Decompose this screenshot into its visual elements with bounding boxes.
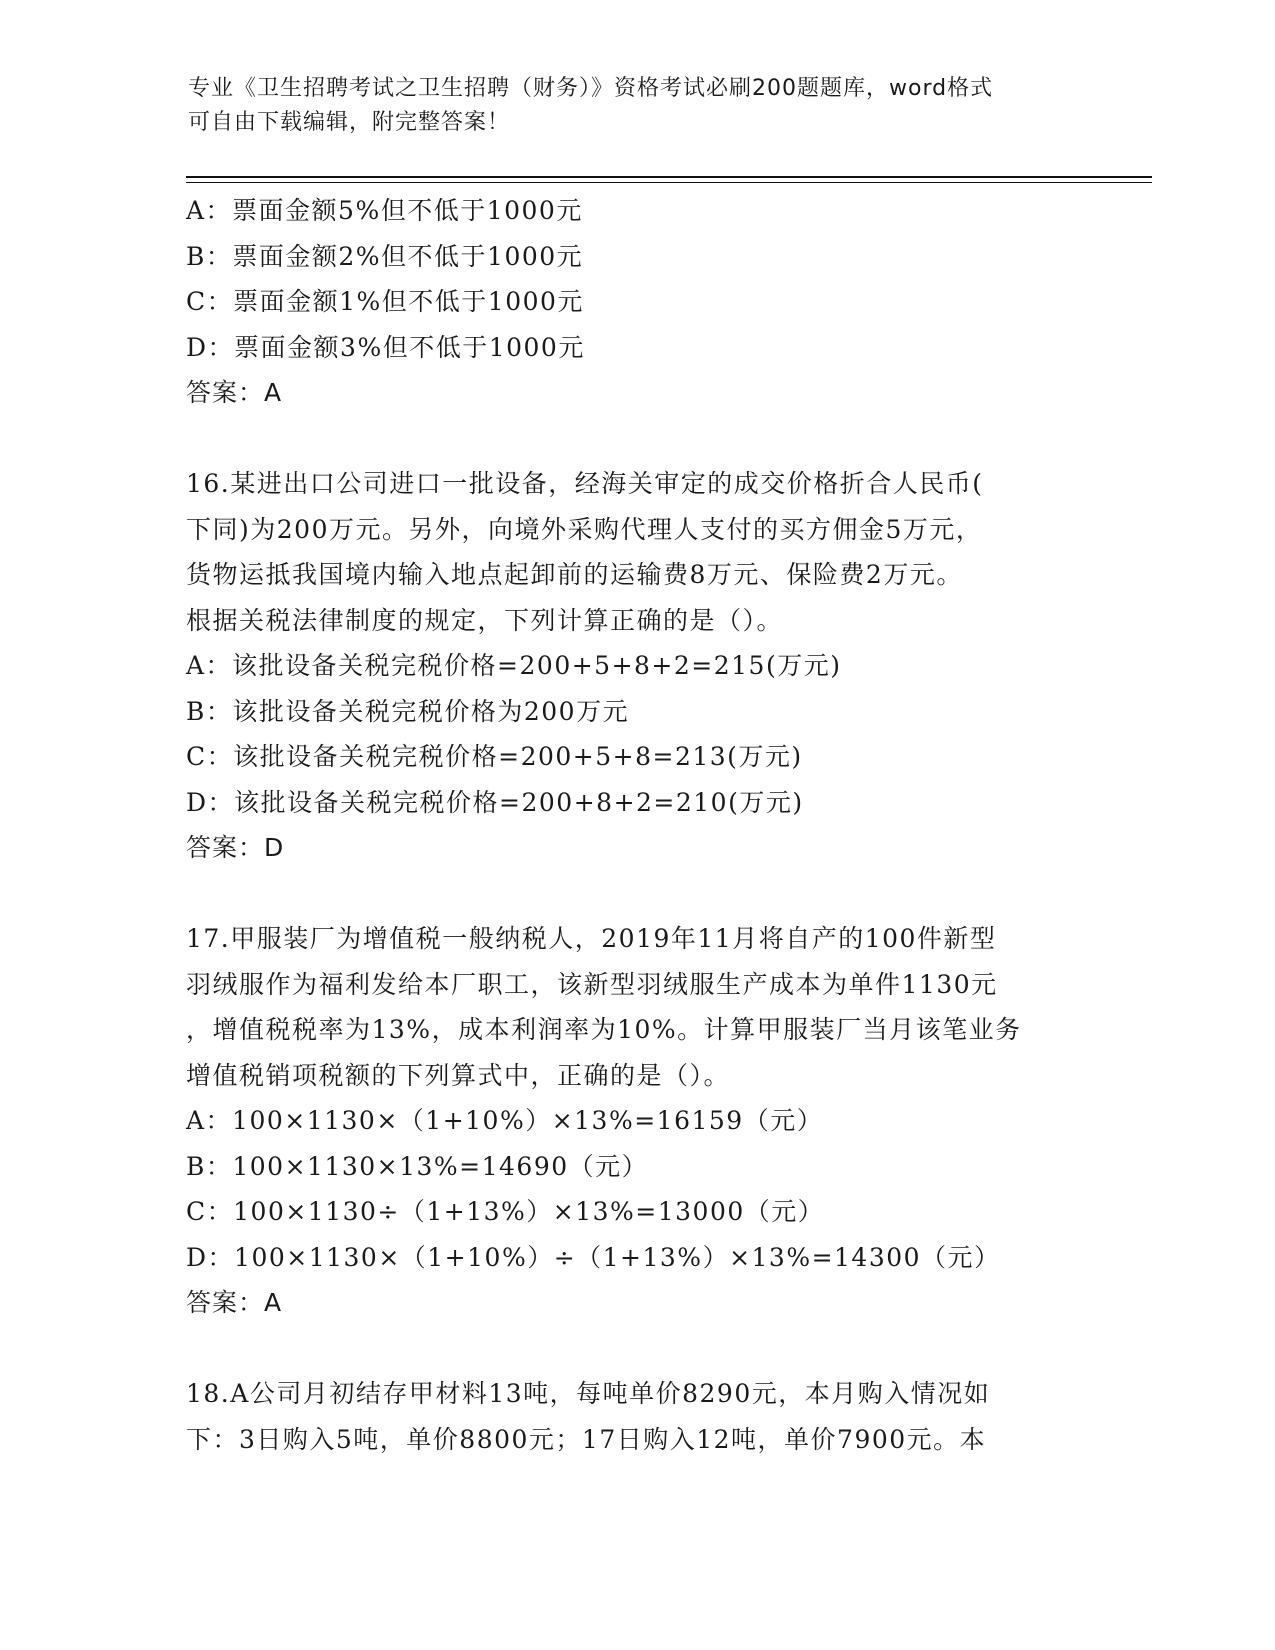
question-stem-line: 下：3日购入5吨，单价8800元；17日购入12吨，单价7900元。本 xyxy=(186,1424,987,1454)
question-stem-line: 货物运抵我国境内输入地点起卸前的运输费8万元、保险费2万元。 xyxy=(186,560,963,589)
question-stem-line: 16.某进出口公司进口一批设备，经海关审定的成交价格折合人民币( xyxy=(186,469,984,498)
question-18 xyxy=(186,1371,1086,1462)
question-stem-line: 17.甲服装厂为增值税一般纳税人，2019年11月将自产的100件新型 xyxy=(186,924,997,953)
option-d: D：100×1130×（1+10%）÷（1+13%）×13%=14300（元） xyxy=(186,1242,1001,1272)
option-d: D：该批设备关税完税价格=200+8+2=210(万元) xyxy=(186,787,804,817)
spacer xyxy=(186,416,1086,462)
option-c: C：该批设备关税完税价格=200+5+8=213(万元) xyxy=(186,742,803,771)
question-stem-line: 羽绒服作为福利发给本厂职工，该新型羽绒服生产成本为单件1130元 xyxy=(186,969,998,999)
option-b: B：100×1130×13%=14690（元） xyxy=(186,1151,649,1181)
option-a: A：该批设备关税完税价格=200+5+8+2=215(万元) xyxy=(186,651,842,680)
question-stem-line: 18.A公司月初结存甲材料13吨，每吨单价8290元，本月购入情况如 xyxy=(186,1379,991,1408)
question-16 xyxy=(186,461,1086,871)
option-c: C：票面金额1%但不低于1000元 xyxy=(186,287,584,316)
document-header xyxy=(188,72,1068,140)
header-line-1: 专业《卫生招聘考试之卫生招聘（财务）》资格考试必刷200题题库，word格式 xyxy=(188,76,994,101)
question-stem-line: ，增值税税率为13%，成本利润率为10%。计算甲服装厂当月该笔业务 xyxy=(186,1015,1022,1044)
option-a: A：票面金额5%但不低于1000元 xyxy=(186,196,583,225)
answer: 答案：A xyxy=(186,1288,283,1317)
option-a: A：100×1130×（1+10%）×13%=16159（元） xyxy=(186,1106,824,1135)
answer: 答案：A xyxy=(186,378,283,407)
header-rule xyxy=(186,176,1152,178)
spacer xyxy=(186,871,1086,917)
option-b: B：该批设备关税完税价格为200万元 xyxy=(186,696,630,726)
option-c: C：100×1130÷（1+13%）×13%=13000（元） xyxy=(186,1197,825,1226)
answer: 答案：D xyxy=(186,833,285,862)
option-d: D：票面金额3%但不低于1000元 xyxy=(186,332,585,362)
question-stem-line: 根据关税法律制度的规定，下列计算正确的是（）。 xyxy=(186,605,784,635)
question-15 xyxy=(186,188,1086,416)
question-stem-line: 增值税销项税额的下列算式中，正确的是（）。 xyxy=(186,1060,731,1090)
question-17 xyxy=(186,916,1086,1326)
question-stem-line: 下同)为200万元。另外，向境外采购代理人支付的买方佣金5万元， xyxy=(186,514,983,544)
option-b: B：票面金额2%但不低于1000元 xyxy=(186,241,584,271)
header-rule-thin xyxy=(186,182,1152,183)
document-body xyxy=(186,188,1086,1462)
header-line-2: 可自由下载编辑，附完整答案！ xyxy=(188,110,511,135)
spacer xyxy=(186,1326,1086,1372)
